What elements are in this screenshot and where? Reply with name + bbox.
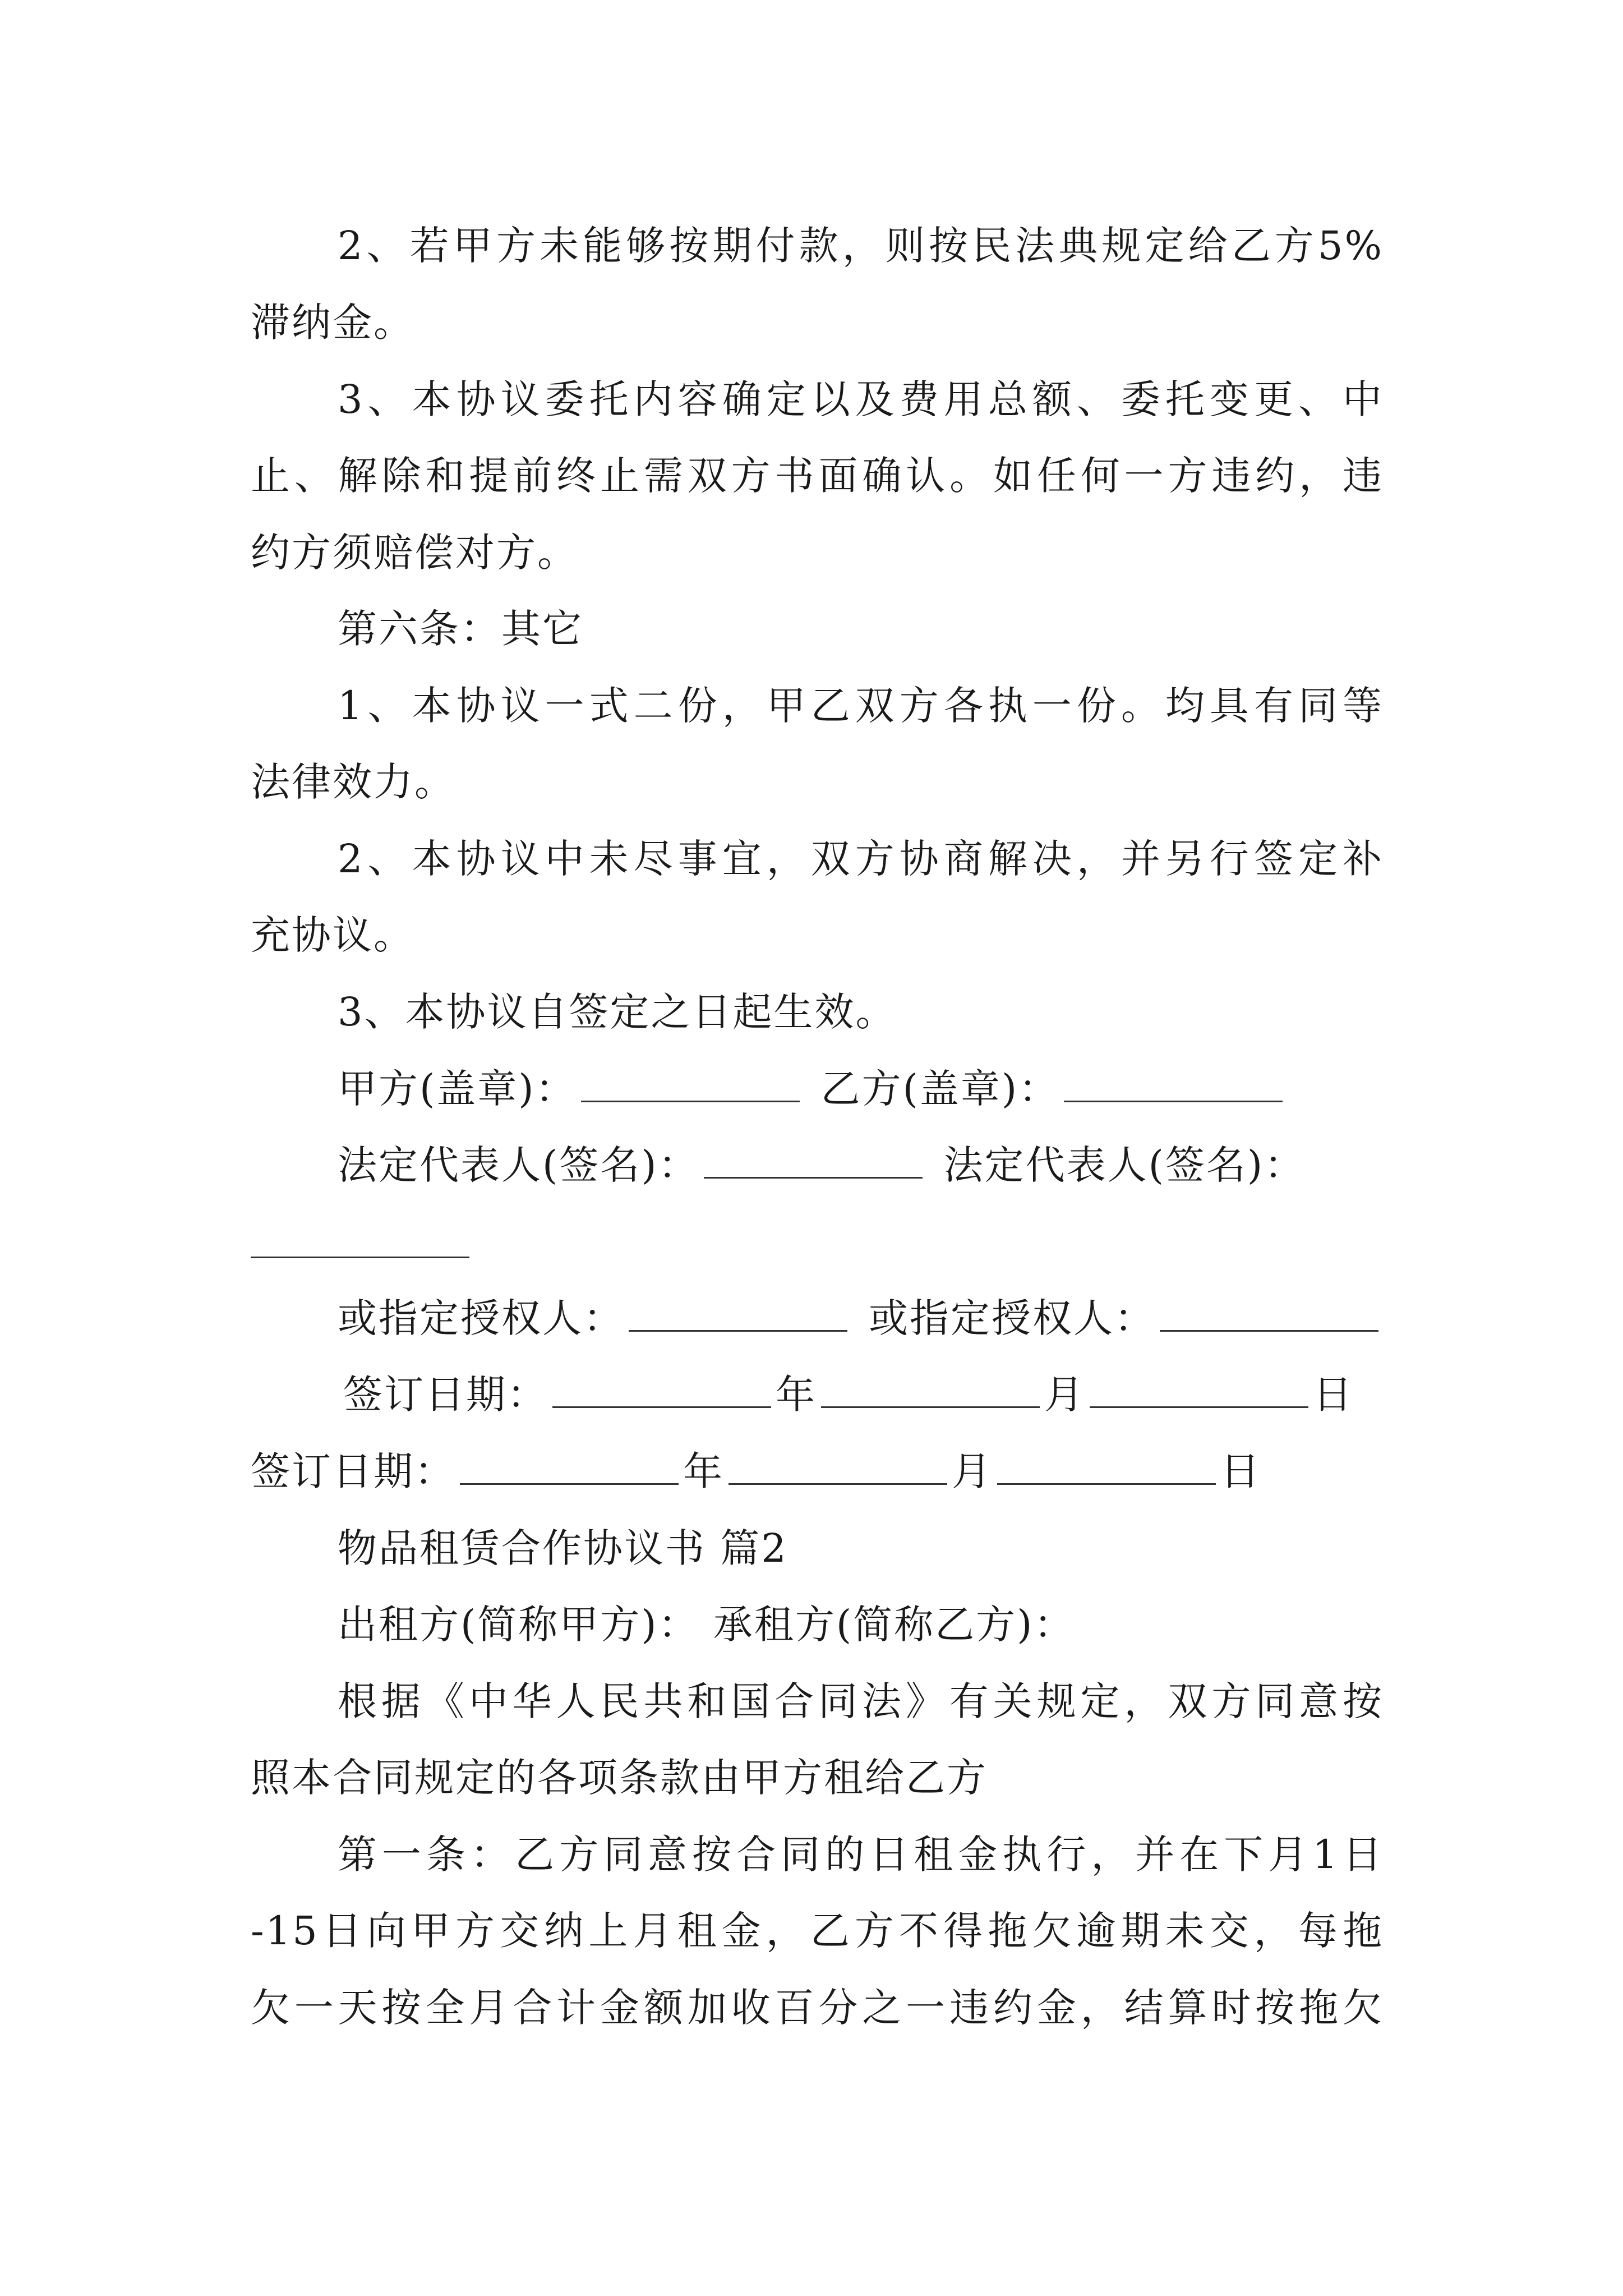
party-b-seal-label: 乙方(盖章)： (820, 1066, 1060, 1112)
month-blank (728, 1450, 947, 1485)
date-row-b (251, 1444, 1384, 1498)
day-blank (1090, 1373, 1308, 1408)
paragraph-line: 充协议。 (251, 912, 414, 958)
section-heading: 第六条：其它 (338, 606, 583, 652)
party-a-seal-blank (581, 1067, 800, 1102)
year-blank (460, 1450, 679, 1485)
rep-a-blank (704, 1143, 923, 1179)
party-b-seal-blank (1064, 1067, 1283, 1102)
rep-a-label: 法定代表人(签名)： (338, 1142, 699, 1188)
auth-a-blank (629, 1296, 847, 1332)
day-label: 日 (1220, 1448, 1261, 1494)
paragraph-line: 照本合同规定的各项条款由甲方租给乙方 (251, 1755, 988, 1801)
paragraph-line: 3、本协议自签定之日起生效。 (338, 989, 897, 1035)
seal-row (251, 1062, 1384, 1116)
paragraph-line: 3、本协议委托内容确定以及费用总额、委托变更、中 (338, 376, 1384, 422)
paragraph-line: 第一条：乙方同意按合同的日租金执行，并在下月1日 (338, 1832, 1384, 1878)
paragraph-line: 约方须赔偿对方。 (251, 530, 578, 576)
party-a-seal-label: 甲方(盖章)： (338, 1066, 577, 1112)
paragraph-line: 止、解除和提前终止需双方书面确认。如任何一方违约，违 (251, 453, 1384, 499)
authorized-row (251, 1291, 1384, 1345)
year-label: 年 (776, 1372, 817, 1418)
paragraph-line: 2、本协议中未尽事宜，双方协商解决，并另行签定补 (338, 836, 1384, 882)
section-title: 物品租赁合作协议书 篇2 (338, 1525, 788, 1571)
year-label: 年 (683, 1448, 724, 1494)
auth-b-blank (1160, 1296, 1378, 1332)
paragraph-line: 欠一天按全月合计金额加收百分之一违约金，结算时按拖欠 (251, 1985, 1384, 2031)
rep-b-blank (251, 1257, 469, 1258)
month-label: 月 (952, 1448, 993, 1494)
paragraph-line: 1、本协议一式二份，甲乙双方各执一份。均具有同等 (338, 683, 1384, 729)
parties-line: 出租方(简称甲方)： 承租方(简称乙方)： (338, 1602, 1075, 1648)
paragraph-line: 滞纳金。 (251, 300, 414, 346)
paragraph-line: -15日向甲方交纳上月租金，乙方不得拖欠逾期未交，每拖 (251, 1908, 1384, 1954)
representative-row (251, 1138, 1384, 1192)
day-label: 日 (1313, 1372, 1354, 1418)
rep-b-label: 法定代表人(签名)： (943, 1142, 1306, 1188)
paragraph-line: 法律效力。 (251, 759, 455, 805)
month-blank (821, 1373, 1040, 1408)
day-blank (997, 1450, 1216, 1485)
month-label: 月 (1044, 1372, 1085, 1418)
auth-b-label: 或指定授权人： (869, 1295, 1155, 1341)
paragraph-line: 根据《中华人民共和国合同法》有关规定，双方同意按 (338, 1678, 1384, 1724)
paragraph-line: 2、若甲方未能够按期付款，则按民法典规定给乙方5% (338, 223, 1384, 269)
year-blank (552, 1373, 771, 1408)
date-label: 签订日期： (343, 1372, 548, 1418)
auth-a-label: 或指定授权人： (338, 1295, 624, 1341)
date-label: 签订日期： (251, 1448, 455, 1494)
date-row-a (251, 1368, 1384, 1421)
